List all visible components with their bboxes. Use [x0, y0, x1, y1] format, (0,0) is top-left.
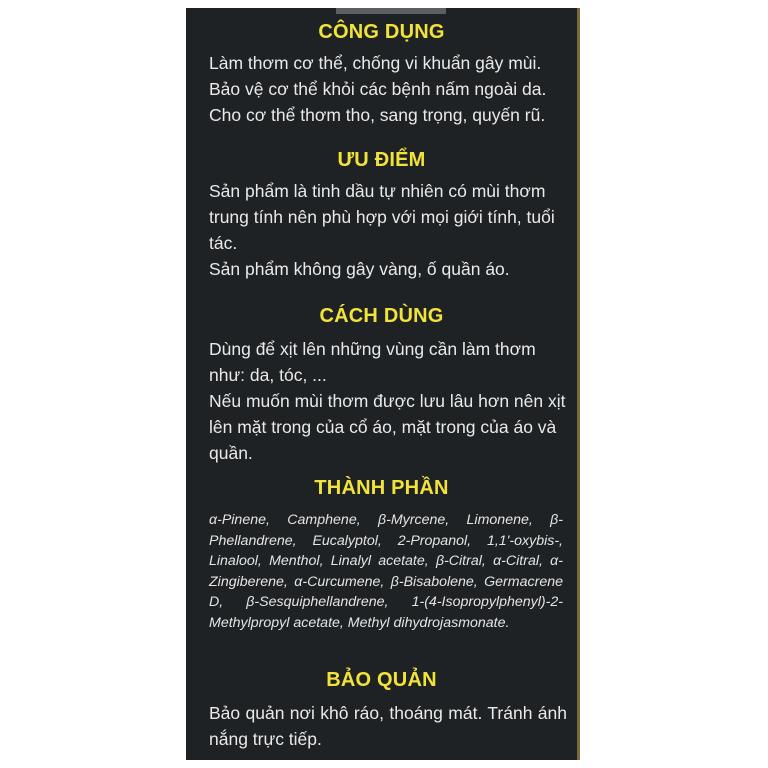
cong-dung-line: Làm thơm cơ thể, chống vi khuẩn gây mùi.: [209, 53, 542, 73]
section-title-uu-diem: ƯU ĐIỂM: [337, 149, 426, 171]
ingredients-list: α-Pinene, Camphene, β-Myrcene, Limonene, β-Phellandrene, Eucalyptol, 2-Propanol, 1,1'-oxybis-, Linalool, Menthol, Linalyl acetate, β-Citral, α-Citral, α-Zingiberene, α-Curcumene, β-Bisabolene, Germacrene D, β-Sesquiphellandrene, 1-(4-Isopropylphenyl)-2-Methylpropyl acetate, Methyl dihydrojasmonate.: [209, 512, 563, 631]
section-cong-dung: [186, 20, 577, 128]
cach-dung-paragraph: Nếu muốn mùi thơm được lưu lâu hơn nên xịt lên mặt trong của cổ áo, mặt trong của áo và quần.: [209, 391, 566, 463]
top-edge-strip: [336, 8, 446, 14]
cach-dung-paragraph: Dùng để xịt lên những vùng cần làm thơm như: da, tóc, ...: [209, 339, 536, 385]
section-title-thanh-phan: THÀNH PHẦN: [314, 477, 449, 499]
cong-dung-line: Bảo vệ cơ thể khỏi các bệnh nấm ngoài da.: [209, 79, 547, 99]
section-cach-dung: [186, 304, 577, 466]
section-bao-quan: [186, 668, 577, 752]
uu-diem-paragraph: Sản phẩm không gây vàng, ố quần áo.: [209, 259, 510, 279]
cong-dung-line: Cho cơ thể thơm tho, sang trọng, quyến rũ.: [209, 105, 546, 125]
uu-diem-paragraph: Sản phẩm là tinh dầu tự nhiên có mùi thơm trung tính nên phù hợp với mọi giới tính, tuổi tác.: [209, 181, 555, 253]
section-thanh-phan: [186, 476, 577, 633]
section-title-cong-dung: CÔNG DỤNG: [318, 21, 445, 43]
product-info-panel: [186, 8, 580, 760]
section-uu-diem: [186, 148, 577, 282]
section-title-bao-quan: BẢO QUẢN: [326, 669, 437, 691]
section-title-cach-dung: CÁCH DÙNG: [319, 305, 444, 327]
bao-quan-text: Bảo quản nơi khô ráo, thoáng mát. Tránh ánh nắng trực tiếp.: [209, 703, 567, 749]
